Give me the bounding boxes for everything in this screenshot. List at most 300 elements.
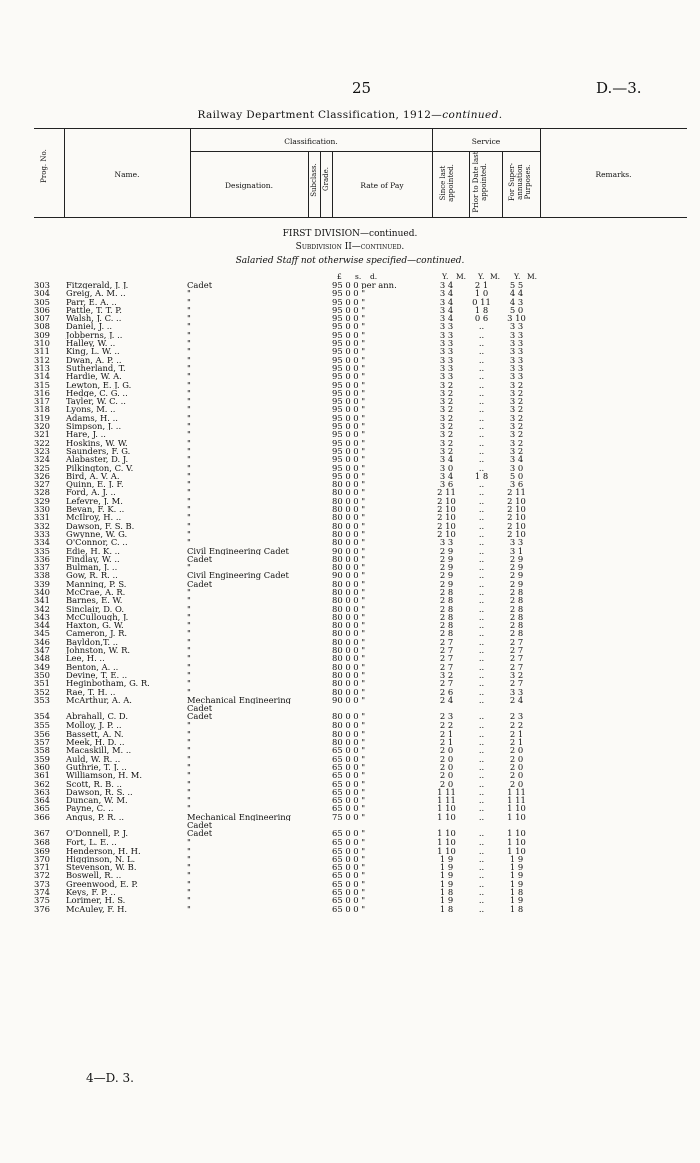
superannuation-cell: 3 2 [509, 438, 524, 447]
prog-no-cell: 317 [34, 397, 50, 406]
prog-no-cell: 327 [34, 480, 50, 489]
rate-cell: 80 0 0 " [332, 712, 366, 722]
name-cell: Dawson, F. S. B. [66, 521, 135, 530]
name-cell: O'Connor, C. .. [66, 538, 128, 547]
subclass-cell [304, 381, 316, 389]
rate-cell: 80 0 0 " [332, 596, 366, 605]
table-row [34, 855, 687, 863]
table-row [34, 730, 687, 738]
rate-cell: 80 0 0 " [332, 662, 366, 671]
superannuation-cell: 2 8 [509, 621, 524, 630]
prior-cell: .. [478, 812, 485, 821]
since-last-cell: 3 3 [439, 330, 454, 340]
name-cell: Greig, A. M. .. [66, 289, 126, 298]
subclass-cell [304, 771, 316, 779]
name-cell: Meek, H. D. .. [66, 738, 125, 747]
leader-cell [175, 422, 187, 430]
header-superannuation: For Super-annuation Purposes. [508, 163, 532, 201]
table-row [34, 712, 687, 721]
subclass-cell [304, 530, 316, 538]
remarks-cell [535, 397, 687, 405]
subclass-cell [304, 397, 316, 405]
subclass-cell [304, 829, 316, 838]
rate-cell: 95 0 0 " [332, 339, 366, 348]
remarks-cell [535, 381, 687, 389]
name-cell: Halley, W. .. [66, 339, 116, 348]
prior-cell: .. [478, 513, 485, 522]
prog-no-cell: 333 [34, 529, 50, 539]
name-cell: Duncan, W. M. [66, 796, 128, 805]
leader-cell [175, 480, 187, 488]
prior-cell: .. [478, 846, 485, 855]
prog-no-cell: 320 [34, 422, 50, 431]
leader-cell [175, 281, 187, 289]
name-cell: Keys, F. P. .. [66, 888, 116, 897]
since-last-cell: 2 0 [439, 746, 454, 755]
remarks-cell [535, 356, 687, 364]
table-row [34, 530, 687, 538]
grade-cell [316, 829, 328, 838]
designation-cell: " [187, 521, 191, 530]
remarks-cell [535, 755, 687, 763]
name-cell: Simpson, J. .. [66, 422, 122, 431]
since-last-cell: 3 4 [439, 289, 454, 298]
rate-cell: 95 0 0 " [332, 289, 366, 298]
grade-cell [316, 696, 328, 704]
rate-cell: 65 0 0 " [332, 829, 366, 839]
prior-cell: .. [478, 771, 485, 780]
grade-cell [316, 372, 328, 380]
grade-cell [316, 813, 328, 821]
designation-cell: " [187, 471, 191, 481]
grade-cell [316, 888, 328, 896]
table-row [34, 298, 687, 306]
superannuation-cell: 1 10 [507, 838, 526, 847]
rate-cell: 65 0 0 " [332, 888, 366, 897]
leader-cell [175, 356, 187, 364]
name-cell: Dawson, R. S. .. [66, 787, 133, 797]
since-last-cell: 3 3 [439, 339, 454, 348]
subclass-cell [304, 679, 316, 687]
superannuation-cell: 2 8 [509, 587, 524, 597]
leader-cell [175, 298, 187, 306]
prog-no-cell: 372 [34, 871, 50, 880]
name-cell: Parr, E. A. .. [66, 297, 117, 306]
superannuation-cell: 4 4 [509, 289, 524, 298]
leader-cell [175, 472, 187, 480]
prior-cell: .. [478, 363, 485, 373]
name-cell: Lewton, E. J. G. [66, 380, 132, 389]
name-cell: Gwynne, W. G. [66, 529, 128, 539]
prior-cell: .. [478, 854, 485, 864]
since-last-cell [428, 821, 465, 829]
since-last-cell: 1 10 [437, 804, 456, 813]
table-row [34, 880, 687, 888]
table-row [34, 322, 687, 330]
prog-no-cell: 361 [34, 771, 50, 780]
since-last-cell: 2 1 [439, 729, 454, 739]
prior-cell: .. [478, 455, 485, 464]
table-row [34, 654, 687, 662]
page-number: 25 [352, 79, 372, 97]
leader-cell [175, 322, 187, 330]
rate-cell: 75 0 0 " [332, 812, 366, 821]
name-cell: Bevan, F. K. .. [66, 505, 125, 514]
table-row [34, 629, 687, 637]
name-cell: Bulman, J. .. [66, 563, 118, 572]
subclass-cell [304, 331, 316, 339]
since-last-cell: 2 11 [437, 488, 456, 497]
grade-cell [316, 855, 328, 863]
grade-cell [316, 896, 328, 904]
superannuation-cell: 3 2 [509, 422, 524, 431]
table-row [34, 455, 687, 463]
designation-cell: " [187, 646, 191, 655]
superannuation-cell: 2 10 [507, 513, 526, 522]
grade-cell [316, 613, 328, 621]
grade-cell [316, 580, 328, 588]
table-row [34, 281, 687, 289]
grade-cell [316, 871, 328, 879]
subclass-cell [304, 838, 316, 846]
superannuation-cell: 3 3 [509, 330, 524, 340]
superannuation-cell: 2 10 [507, 529, 526, 539]
name-cell: Benton, A. .. [66, 662, 119, 671]
table-row [34, 314, 687, 322]
remarks-cell [535, 439, 687, 447]
table-row [34, 538, 687, 546]
subclass-cell [304, 847, 316, 855]
name-cell: Hare, J. .. [66, 430, 106, 439]
rate-cell: 80 0 0 " [332, 612, 366, 622]
remarks-cell [535, 588, 687, 596]
prog-no-cell: 311 [34, 347, 50, 356]
subclass-cell [304, 763, 316, 771]
designation-cell: " [187, 904, 191, 913]
leader-cell [175, 430, 187, 438]
table-row [34, 488, 687, 496]
grade-cell [316, 356, 328, 364]
superannuation-cell: 2 10 [507, 521, 526, 530]
since-last-cell: 1 10 [437, 846, 456, 855]
rate-cell: 95 0 0 " [332, 397, 366, 406]
since-last-cell: 2 8 [439, 629, 454, 638]
since-last-cell: 2 8 [439, 612, 454, 622]
prog-no-cell: 344 [34, 621, 50, 630]
rate-cell: 95 0 0 " [332, 446, 366, 456]
prior-cell: .. [478, 687, 485, 696]
table-row [34, 464, 687, 472]
grade-cell [316, 347, 328, 355]
name-cell: Barnes, E. W. [66, 596, 123, 605]
grade-cell [316, 281, 328, 289]
prior-cell: .. [478, 604, 485, 613]
grade-cell [316, 654, 328, 662]
superannuation-cell: 3 4 [509, 455, 524, 464]
remarks-cell [535, 547, 687, 555]
table-row [34, 356, 687, 364]
name-cell: Scott, R. B. .. [66, 779, 122, 788]
superannuation-cell: 1 9 [509, 871, 524, 880]
header-subclass: Subclass. [310, 163, 318, 197]
name-cell: Lorimer, H. S. [66, 896, 126, 905]
staff-heading [0, 256, 700, 266]
subclass-cell [304, 621, 316, 629]
superannuation-cell: 3 2 [509, 405, 524, 414]
prog-no-cell: 319 [34, 413, 50, 423]
remarks-cell [535, 888, 687, 896]
grade-cell [316, 712, 328, 721]
since-last-cell: 1 9 [439, 863, 454, 872]
prior-cell: .. [478, 380, 485, 389]
superannuation-cell: 3 10 [507, 314, 526, 323]
designation-cell: " [187, 513, 191, 522]
subclass-cell [304, 896, 316, 904]
subclass-cell [304, 455, 316, 463]
grade-cell [316, 306, 328, 314]
subclass-cell [304, 571, 316, 579]
prog-no-cell: 329 [34, 496, 50, 506]
name-cell: Sinclair, D. O. [66, 604, 125, 613]
table-row [34, 547, 687, 555]
subclass-cell [304, 547, 316, 555]
superannuation-cell: 2 7 [509, 646, 524, 655]
grade-cell [316, 730, 328, 738]
designation-cell: Cadet [187, 281, 213, 290]
since-last-cell: 3 3 [439, 347, 454, 356]
prior-cell: 1 8 [474, 471, 489, 481]
name-cell: Macaskill, M. .. [66, 746, 132, 755]
prior-cell: .. [478, 888, 485, 897]
subclass-cell [304, 422, 316, 430]
rate-cell: 95 0 0 " [332, 372, 366, 381]
leader-cell [175, 389, 187, 397]
remarks-cell [535, 838, 687, 846]
table-row [34, 364, 687, 372]
name-cell: Lyons, M. .. [66, 405, 116, 414]
superannuation-cell: 5 5 [509, 281, 524, 290]
subclass-cell [304, 696, 316, 704]
since-last-cell: 3 2 [439, 422, 454, 431]
remarks-cell [535, 530, 687, 538]
prog-no-cell: 313 [34, 363, 50, 373]
prog-no-cell: 336 [34, 554, 50, 564]
prog-no-cell: 332 [34, 521, 50, 530]
prog-no-cell: 349 [34, 662, 50, 671]
prior-cell: .. [478, 438, 485, 447]
prior-cell: .. [478, 430, 485, 439]
subclass-cell [304, 289, 316, 297]
table-row [34, 397, 687, 405]
prior-cell: .. [478, 446, 485, 456]
superannuation-cell: 3 3 [509, 687, 524, 696]
name-cell: Payne, C. .. [66, 804, 114, 813]
table-row [34, 480, 687, 488]
name-cell: McArthur, A. A. [66, 695, 132, 705]
remarks-cell [535, 721, 687, 729]
designation-cell: " [187, 771, 191, 780]
designation-cell: " [187, 339, 191, 348]
designation-cell: " [187, 529, 191, 539]
prog-no-cell: 351 [34, 679, 50, 688]
superannuation-cell: 1 11 [507, 796, 526, 805]
prior-cell: .. [478, 637, 485, 647]
name-cell: Molloy, J. P. .. [66, 721, 122, 730]
name-cell: Lee, H. .. [66, 654, 105, 663]
prior-cell: .. [478, 372, 485, 381]
superannuation-cell: 3 2 [509, 670, 524, 680]
grade-cell [316, 621, 328, 629]
since-last-cell: 2 8 [439, 587, 454, 597]
designation-cell: " [187, 372, 191, 381]
designation-cell: " [187, 422, 191, 431]
table-row [34, 430, 687, 438]
grade-cell [316, 430, 328, 438]
superannuation-cell: 1 10 [507, 829, 526, 839]
rate-cell: 95 0 0 " [332, 355, 366, 364]
rate-cell [328, 704, 428, 712]
superannuation-cell: 2 7 [509, 679, 524, 688]
leader-cell [175, 414, 187, 422]
prior-cell: .. [478, 804, 485, 813]
designation-cell: " [187, 446, 191, 456]
name-cell: Dwan, A. P. .. [66, 355, 122, 364]
superannuation-cell [498, 704, 535, 712]
prior-cell: .. [478, 488, 485, 497]
subclass-cell [304, 721, 316, 729]
prog-no-cell [34, 704, 64, 712]
prior-cell: .. [478, 397, 485, 406]
leader-cell [175, 688, 187, 696]
leader-cell [175, 563, 187, 571]
table-row [34, 871, 687, 879]
subclass-cell [304, 605, 316, 613]
remarks-cell [535, 621, 687, 629]
table-row [34, 671, 687, 679]
prog-no-cell: 315 [34, 380, 50, 389]
rate-cell: 65 0 0 " [332, 762, 366, 772]
grade-cell [316, 596, 328, 604]
remarks-cell [535, 497, 687, 505]
superannuation-cell: 2 11 [507, 488, 526, 497]
grade-cell [316, 847, 328, 855]
prior-cell: .. [478, 496, 485, 506]
subclass-cell [304, 563, 316, 571]
since-last-cell: 2 10 [437, 496, 456, 506]
prior-cell: .. [478, 762, 485, 772]
since-last-cell: 2 9 [439, 563, 454, 572]
subclass-cell [304, 712, 316, 721]
subclass-cell [304, 522, 316, 530]
rate-cell: 65 0 0 " [332, 746, 366, 755]
subclass-cell [304, 464, 316, 472]
designation-cell: " [187, 746, 191, 755]
grade-cell [316, 588, 328, 596]
prog-no-cell: 312 [34, 355, 50, 364]
table-row [34, 829, 687, 838]
subclass-cell [304, 663, 316, 671]
rate-cell: 80 0 0 " [332, 679, 366, 688]
remarks-cell [535, 896, 687, 904]
remarks-cell [535, 472, 687, 480]
superannuation-cell: 3 3 [509, 363, 524, 373]
superannuation-cell: 3 2 [509, 430, 524, 439]
since-last-cell: 3 4 [439, 281, 454, 290]
grade-cell [316, 746, 328, 754]
leader-cell [175, 821, 187, 829]
since-last-cell: 2 6 [439, 687, 454, 696]
grade-cell [316, 788, 328, 796]
superannuation-cell: 3 3 [509, 355, 524, 364]
superannuation-cell: 2 10 [507, 505, 526, 514]
superannuation-cell: 3 2 [509, 388, 524, 398]
remarks-cell [535, 422, 687, 430]
designation-cell: " [187, 738, 191, 747]
designation-cell: Cadet [187, 579, 213, 588]
table-row [34, 746, 687, 754]
subclass-cell [304, 821, 316, 829]
leader-cell [175, 730, 187, 738]
leader-cell [175, 405, 187, 413]
remarks-cell [535, 314, 687, 322]
grade-cell [316, 629, 328, 637]
designation-cell: " [187, 488, 191, 497]
since-last-cell: 3 6 [439, 480, 454, 489]
prog-no-cell: 375 [34, 896, 50, 905]
grade-cell [316, 905, 328, 913]
designation-cell: " [187, 363, 191, 373]
designation-cell: " [187, 587, 191, 597]
designation-cell: " [187, 871, 191, 880]
leader-cell [175, 530, 187, 538]
grade-cell [316, 547, 328, 555]
name-cell: Findlay, W. .. [66, 554, 120, 564]
leader-cell [175, 613, 187, 621]
name-cell: Edie, H. K. .. [66, 546, 120, 555]
designation-cell: " [187, 854, 191, 864]
column-header [34, 128, 687, 218]
subclass-cell [304, 588, 316, 596]
table-row [34, 613, 687, 621]
subclass-cell [304, 704, 316, 712]
prior-cell: .. [478, 695, 485, 705]
subclass-cell [304, 813, 316, 821]
leader-cell [175, 538, 187, 546]
superannuation-cell: 1 9 [509, 854, 524, 864]
grade-cell [316, 755, 328, 763]
prog-no-cell: 341 [34, 596, 50, 605]
designation-cell: Cadet [187, 554, 213, 564]
since-last-cell: 2 8 [439, 621, 454, 630]
name-cell: Quinn, E. J. F. [66, 480, 124, 489]
leader-cell [175, 347, 187, 355]
since-last-cell: 3 2 [439, 430, 454, 439]
since-last-cell: 2 2 [439, 721, 454, 730]
document-title [0, 109, 700, 121]
since-last-cell: 1 10 [437, 829, 456, 839]
rate-cell: 80 0 0 " [332, 563, 366, 572]
prog-no-cell: 369 [34, 846, 50, 855]
rate-cell: 95 0 0 " [332, 405, 366, 414]
prior-cell: .. [478, 330, 485, 340]
prior-cell: 1 0 [474, 289, 489, 298]
table-row [34, 306, 687, 314]
remarks-cell [535, 663, 687, 671]
designation-cell: " [187, 496, 191, 506]
name-cell: Hedge, C. G. .. [66, 388, 128, 398]
designation-cell: " [187, 654, 191, 663]
remarks-cell [535, 563, 687, 571]
